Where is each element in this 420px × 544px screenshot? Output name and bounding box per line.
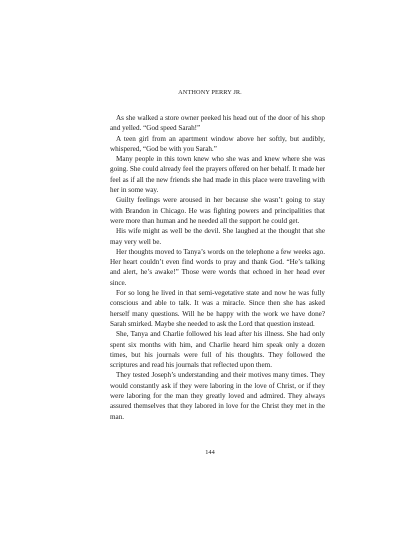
paragraph: She, Tanya and Charlie followed his lead after his illness. She had only spent six months with him, and Charlie heard him speak only a dozen times, but his journals were full of his thoughts. They followed the scriptures and read his journals that reflected upon them. [110, 330, 325, 370]
paragraph: They tested Joseph’s understanding and their motives many times. They would constantly ask if they were laboring in the love of Christ, or if they were laboring for the man they greatly loved and admired. They always assured themselves that they labored in love for the Christ they met in the man. [110, 371, 325, 421]
paragraph: As she walked a store owner peeked his head out of the door of his shop and yelled. “God speed Sarah!” [110, 114, 325, 133]
page-number: 144 [205, 449, 215, 456]
paragraph: For so long he lived in that semi-vegetative state and now he was fully conscious and able to talk. It was a miracle. Since then she has asked herself many questions. Will he be happy with the work we have done? Sarah smirked. Maybe she needed to ask the Lord that question instead. [110, 289, 325, 328]
paragraph: His wife might as well be the devil. She laughed at the thought that she may very well be. [110, 227, 325, 246]
paragraph: A teen girl from an apartment window above her softly, but audibly, whispered, “God be with you Sarah.” [110, 134, 325, 153]
running-head: ANTHONY PERRY JR. [178, 89, 242, 96]
body-text [110, 113, 325, 422]
paragraph: Many people in this town knew who she was and knew where she was going. She could already feel the prayers offered on her behalf. It made her feel as if all the new friends she had made in this place were traveling with her in some way. [110, 155, 325, 195]
paragraph: Her thoughts moved to Tanya’s words on the telephone a few weeks ago. Her heart couldn’t even find words to pray and thank God. “He’s talking and alert, he’s awake!” Those were words that echoed in her head ever since. [110, 247, 325, 287]
paragraph: Guilty feelings were aroused in her because she wasn’t going to stay with Brandon in Chicago. He was fighting powers and principalities that were more than human and he needed all the support he could get. [110, 196, 325, 225]
